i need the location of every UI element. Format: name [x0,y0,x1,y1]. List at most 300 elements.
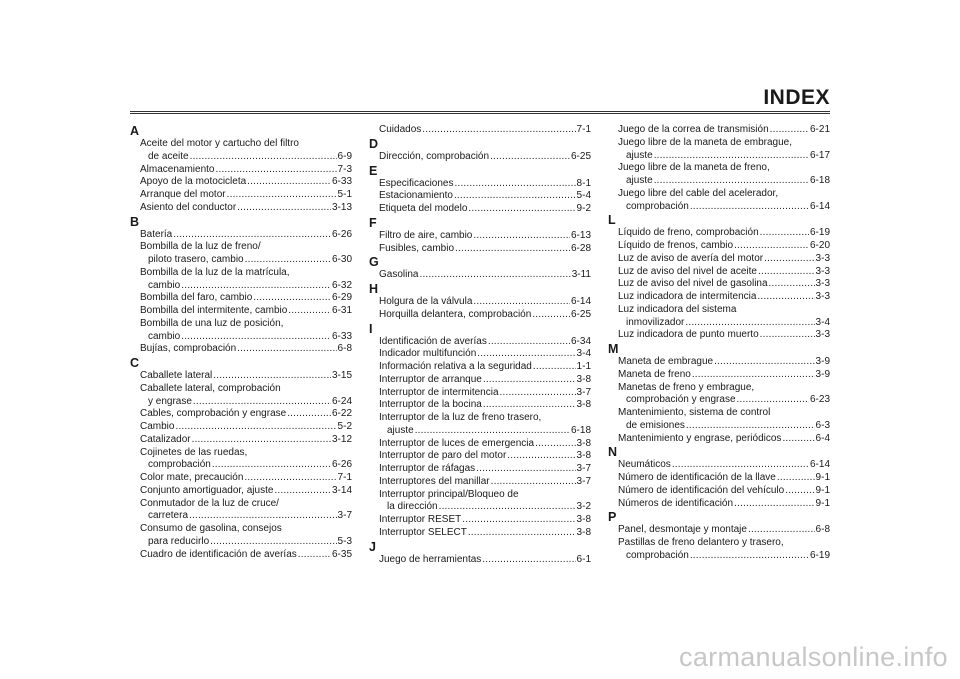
index-entry-label: Horquilla delantera, comprobación [379,308,532,320]
index-page-number: 6-8 [815,524,830,536]
index-letter-heading: G [369,255,379,270]
index-entry-line [140,485,352,498]
index-entry-line [379,399,591,412]
dot-leader [175,421,336,434]
index-entry [369,374,591,387]
index-entry [369,489,591,515]
index-page-number: 3-12 [331,433,352,445]
dot-leader [468,203,575,216]
index-letter-heading: D [369,136,379,151]
index-entry-line [618,201,830,214]
index-entry-line [618,524,830,537]
index-page-number: 3-7 [576,463,591,474]
index-page-number: 6-14 [570,296,591,307]
dot-leader [415,425,570,438]
index-entry-label: Caballete lateral [140,370,213,381]
dot-leader [215,164,336,177]
index-entry-line [618,329,830,342]
index-page-number: 6-8 [337,343,352,355]
index-entry-label: Interruptores del manillar [379,475,490,487]
index-page-number: 6-25 [570,308,591,320]
index-entry-label: Número de identificación del vehículo [618,484,785,496]
index-entry-label: cambio [148,330,181,342]
index-page-number: 3-3 [815,265,830,277]
index-entry [130,318,352,344]
dot-leader [454,190,576,203]
index-entry-line [140,536,352,549]
dot-leader [245,254,331,267]
dot-leader [490,151,570,164]
index-entry-line [379,309,591,322]
dot-leader [439,501,576,514]
index-entry [608,485,830,498]
index-page-number: 3-8 [576,399,591,411]
index-entry-label: piloto trasero, cambio [148,254,244,265]
index-page-number: 1-1 [576,361,591,372]
dot-leader [210,536,336,549]
index-entry-label: Pastillas de freno delantero y trasero, [618,537,784,548]
index-entry-label: Color mate, precaución [140,472,244,483]
index-entry-label: Asiento del conductor [140,201,237,213]
index-entry-line [140,421,352,434]
index-entry-line [379,269,591,282]
index-page-number: 6-9 [337,150,352,162]
index-entry-label: Neumáticos [618,459,671,471]
dot-leader [654,175,809,188]
index-page-number: 3-7 [337,510,352,522]
dot-leader [777,472,815,485]
index-entry-line [618,472,830,485]
index-entry-label: Maneta de freno [618,368,691,380]
index-entry-line [379,501,591,514]
index-entry-label: Interruptor de luces de emergencia [379,437,535,449]
index-entry-label: y engrase [148,395,192,407]
index-page-number: 6-30 [331,254,352,265]
index-entry-line [140,202,352,215]
index-entry-label: Aceite del motor y cartucho del filtro [140,138,299,149]
index-entry-label: Cables, comprobación y engrase [140,408,287,420]
index-entry-line [379,348,591,361]
dot-leader [785,485,814,498]
index-entry-line [618,394,830,407]
dot-leader [473,230,570,243]
index-entry-label: Bombilla del faro, cambio [140,292,253,304]
index-entry-label: Especificaciones [379,177,454,189]
index-entry-label: Caballete lateral, comprobación [140,382,281,394]
index-entry-label: de emisiones [626,419,685,431]
index-entry [369,243,591,256]
index-entry-label: Información relativa a la seguridad [379,361,532,372]
index-entry-line [140,229,352,242]
index-entry-line [618,162,830,175]
index-entry-label: Interruptor SELECT [379,526,467,538]
index-page-number: 3-3 [815,291,830,302]
index-page-number: 6-24 [331,395,352,407]
index-entry-line [618,356,830,369]
index-page-number: 6-31 [331,305,352,316]
dot-leader [507,450,575,463]
index-entry-label: Cuidados [379,124,422,135]
index-page-number: 6-21 [809,124,830,135]
index-entry [608,278,830,291]
dot-leader [690,201,809,214]
index-page-number: 3-7 [576,386,591,398]
index-entry-line [379,361,591,374]
index-page-number: 6-28 [570,242,591,254]
dot-leader [227,189,337,202]
dot-leader [685,317,814,330]
index-entry-line [618,137,830,150]
index-entry-label: Manetas de freno y embrague, [618,381,755,393]
dot-leader [672,459,809,472]
index-entry-label: Indicador multifunción [379,348,477,360]
dot-leader [760,329,815,342]
index-page-number: 6-18 [570,424,591,436]
dot-leader [770,124,809,137]
index-entry [608,188,830,214]
dot-leader [782,433,814,446]
index-page-number: 3-3 [815,278,830,290]
index-entry [130,421,352,434]
index-entry-label: Identificación de averías [379,335,487,347]
index-entry [369,463,591,476]
index-entry-line [379,243,591,256]
index-entry [130,408,352,421]
index-entry-label: Líquido de frenos, cambio [618,240,734,251]
index-entry-label: Luz de aviso del nivel de aceite [618,265,757,277]
dot-leader [288,305,331,318]
index-entry-label: Bombilla de la luz de la matrícula, [140,266,290,278]
index-entry-line [140,396,352,409]
index-page-number: 3-13 [331,201,352,213]
index-entry [608,356,830,369]
index-entry [369,387,591,400]
index-entry-label: Juego de la correa de transmisión [618,124,769,135]
index-entry [608,291,830,304]
index-entry [369,151,591,164]
index-page-number: 6-13 [570,229,591,241]
dot-leader [734,240,809,253]
index-entry-label: Interruptor principal/Bloqueo de [379,488,519,500]
index-entry-label: cambio [148,279,181,291]
title-rule [130,111,830,114]
index-entry-line [140,189,352,202]
dot-leader [462,514,575,527]
index-entry-label: Conjunto amortiguador, ajuste [140,484,274,496]
index-column-3 [608,124,830,563]
dot-leader [533,361,576,374]
index-letter-heading: M [608,342,619,356]
index-entry [130,189,352,202]
index-entry-line [379,230,591,243]
index-entry-label: Interruptor de arranque [379,373,482,385]
index-page-number: 6-34 [570,335,591,347]
index-entry [369,203,591,216]
index-entry-label: Consumo de gasolina, consejos [140,523,282,534]
dot-leader [760,227,809,240]
index-entry [369,336,591,349]
dot-leader [419,269,570,282]
index-entry [130,292,352,305]
index-page-number: 6-26 [331,228,352,240]
index-entry-label: Arranque del motor [140,189,226,200]
index-entry-label: inmovilizador [626,316,685,328]
index-entry-line [379,336,591,349]
index-entry-label: Interruptor de ráfagas [379,463,476,474]
dot-leader [769,278,815,291]
index-entry-label: Mantenimiento, sistema de control [618,407,771,418]
index-entry-label: Batería [140,228,173,240]
index-entry-line [618,188,830,201]
index-entry [130,383,352,409]
index-entry [130,434,352,447]
index-page-number: 6-14 [809,200,830,212]
index-entry-label: la dirección [387,501,438,513]
index-page-number: 3-11 [571,269,591,281]
index-entry-line [618,304,830,317]
index-entry-label: Catalizador [140,433,191,445]
index-entry [130,138,352,164]
dot-leader [764,253,814,266]
index-page-number: 6-1 [576,553,591,565]
index-entry-label: Mantenimiento y engrase, periódicos [618,432,782,444]
index-entry-label: Juego libre de la maneta de embrague, [618,136,793,148]
dot-leader [253,292,331,305]
dot-leader [455,243,570,256]
index-page-number: 3-9 [815,368,830,380]
index-entry [369,527,591,540]
index-entry [608,137,830,163]
index-page-number: 6-33 [331,330,352,342]
index-entry-line [618,291,830,304]
index-page-number: 7-3 [337,163,352,175]
dot-leader [274,485,331,498]
index-entry-label: Interruptor RESET [379,514,462,525]
dot-leader [535,438,575,451]
index-entry [369,412,591,438]
index-entry-line [379,554,591,567]
index-letter-heading: F [369,215,377,230]
index-letter-heading: P [608,510,617,525]
index-entry-line [618,485,830,498]
index-entry-line [618,498,830,511]
dot-leader [189,510,337,523]
index-entry [608,124,830,137]
index-entry [608,524,830,537]
index-entry-label: ajuste [626,149,653,161]
index-page-number: 3-15 [331,370,352,381]
index-page-number: 3-8 [576,526,591,538]
index-entry-line [618,550,830,563]
index-entry-line [379,296,591,309]
dot-leader [476,463,575,476]
dot-leader [483,374,576,387]
index-entry [130,485,352,498]
index-page-number: 3-14 [331,484,352,496]
index-entry-line [379,151,591,164]
dot-leader [654,150,809,163]
dot-leader [190,151,337,164]
index-page-number: 9-1 [815,484,830,496]
index-entry [608,162,830,188]
index-entry-line [379,178,591,191]
index-page-number: 5-1 [337,189,352,200]
index-entry [130,447,352,473]
index-entry-line [140,267,352,280]
index-entry [369,476,591,489]
index-column-2 [369,124,591,566]
index-entry-line [379,190,591,203]
index-page-number: 3-2 [576,501,591,513]
dot-leader [757,291,814,304]
index-entry [369,450,591,463]
dot-leader [488,336,570,349]
index-entry [608,369,830,382]
index-entry [369,361,591,374]
index-page-number: 3-3 [815,329,830,341]
index-page-number: 6-33 [331,176,352,188]
index-entry-line [140,383,352,396]
index-letter-heading: L [608,213,616,228]
index-page-number: 5-2 [337,421,352,432]
index-entry-line [140,472,352,485]
index-entry-line [618,240,830,253]
index-page-number: 9-1 [815,472,830,483]
index-letter-heading: B [130,214,140,229]
index-entry-line [379,425,591,438]
index-entry [130,241,352,267]
dot-leader [737,394,809,407]
index-entry-line [140,176,352,189]
index-page-number: 6-23 [809,394,830,406]
index-page-number: 6-19 [809,227,830,239]
index-entry-line [140,254,352,267]
index-entry [608,382,830,408]
index-page-number: 6-4 [815,432,830,444]
index-entry-label: Bombilla de una luz de posición, [140,317,284,329]
index-page-number: 3-4 [815,316,830,328]
index-entry-line [140,292,352,305]
index-page-number: 3-7 [576,475,591,487]
index-entry-label: Almacenamiento [140,163,215,175]
index-letter-heading: C [130,356,140,370]
index-entry-line [379,387,591,400]
index-page-number: 3-8 [576,437,591,449]
dot-leader [714,356,814,369]
index-page-number: 6-14 [809,459,830,471]
index-entry-line [379,527,591,540]
index-entry-line [618,407,830,420]
index-entry-label: Números de identificación [618,497,734,509]
dot-leader [758,266,815,279]
index-page-number: 3-3 [815,252,830,264]
index-entry [130,305,352,318]
index-page-number: 7-1 [337,472,352,483]
index-entry-label: Maneta de embrague [618,356,714,367]
dot-leader [482,554,575,567]
index-entry [608,240,830,253]
index-entry-line [379,514,591,527]
index-entry [369,348,591,361]
index-entry-line [618,369,830,382]
index-page-number: 5-4 [576,190,591,202]
index-entry-line [618,382,830,395]
index-page-number: 6-22 [331,408,352,420]
index-entry [130,370,352,383]
watermark: carmanualsonline.info [679,642,948,672]
index-entry [608,433,830,446]
index-entry-line [140,434,352,447]
index-entry [130,549,352,562]
index-page-number: 7-1 [576,124,591,135]
index-entry-line [379,450,591,463]
index-entry-label: Bombilla del intermitente, cambio [140,305,288,316]
dot-leader [287,408,331,421]
index-entry-line [140,318,352,331]
dot-leader [491,476,576,489]
dot-leader [181,331,331,344]
index-entry [608,407,830,433]
index-entry-label: ajuste [387,424,414,436]
index-entry [369,554,591,567]
index-entry-label: Estacionamiento [379,190,453,202]
index-column-1 [130,124,352,561]
index-entry-line [379,463,591,476]
index-entry-line [618,433,830,446]
index-entry-line [379,476,591,489]
index-entry-line [618,124,830,137]
dot-leader [500,387,576,400]
index-entry [130,267,352,293]
index-entry-label: Luz indicadora de punto muerto [618,329,759,341]
index-letter-heading: J [369,539,376,554]
dot-leader [422,124,575,137]
index-page-number: 8-1 [576,177,591,189]
index-page-number: 3-8 [576,373,591,385]
index-entry-line [140,447,352,460]
index-entry-label: Interruptor de intermitencia [379,386,499,398]
index-entry [130,176,352,189]
index-page-number: 3-9 [815,356,830,367]
index-entry [369,124,591,137]
index-page-number: 3-8 [576,450,591,462]
index-entry-line [140,280,352,293]
index-entry [130,523,352,549]
index-entry-label: Filtro de aire, cambio [379,229,473,241]
index-entry [608,329,830,342]
index-entry-label: Luz de aviso del nivel de gasolina [618,278,768,290]
index-entry [369,190,591,203]
index-page-number: 9-1 [815,497,830,509]
dot-leader [473,296,570,309]
index-entry-label: ajuste [626,175,653,186]
index-entry-label: Cambio [140,421,175,432]
dot-leader [193,396,331,409]
index-entry-line [379,438,591,451]
index-entry [369,399,591,412]
index-page-number: 9-2 [576,203,591,214]
index-entry-line [140,523,352,536]
index-entry-label: de aceite [148,150,189,162]
index-page-number: 6-20 [809,240,830,251]
index-entry-label: Holgura de la válvula [379,296,473,307]
index-entry-label: Líquido de freno, comprobación [618,227,759,239]
index-entry-label: Interruptor de la luz de freno trasero, [379,412,542,423]
index-entry [608,498,830,511]
index-entry [369,230,591,243]
index-entry-label: Apoyo de la motocicleta [140,176,247,188]
index-entry-line [140,459,352,472]
